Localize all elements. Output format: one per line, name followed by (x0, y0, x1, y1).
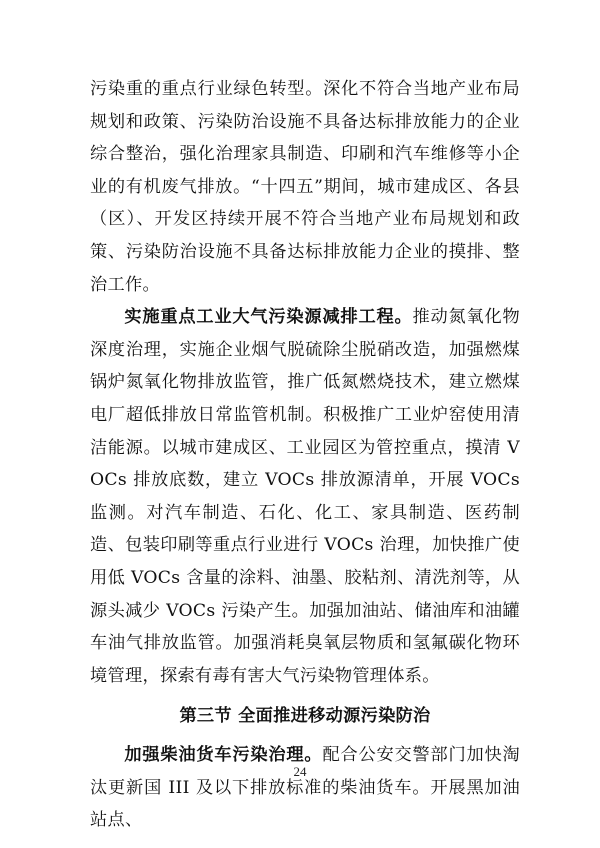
paragraph-lead: 加强柴油货车污染治理。 (124, 745, 323, 766)
page-content (90, 73, 520, 837)
paragraph-continuation (90, 73, 520, 301)
paragraph-diesel-trucks (90, 739, 520, 837)
page-number: 24 (293, 764, 307, 779)
paragraph-text: 污染重的重点行业绿色转型。深化不符合当地产业布局规划和政策、污染防治设施不具备达标排放能力的企业综合整治，强化治理家具制造、印刷和汽车维修等小企业的有机废气排放。“十四五”期间，城市建成区、各县（区）、开发区持续开展不符合当地产业布局规划和政策、污染防治设施不具备达标排放能力企业的摸排、整治工作。 (90, 79, 520, 295)
paragraph-industrial-emissions (90, 301, 520, 692)
paragraph-text: 推动氮氧化物深度治理，实施企业烟气脱硫除尘脱硝改造，加强燃煤锅炉氮氧化物排放监管，推广低氮燃烧技术，建立燃煤电厂超低排放日常监管机制。积极推广工业炉窑使用清洁能源。以城市建成区、工业园区为管控重点，摸清 VOCs 排放底数，建立 VOCs 排放源清单，开展 VOCs 监测。对汽车制造、石化、化工、家具制造、医药制造、包装印刷等重点行业进行 VOCs 治理，加快推广使用低 VOCs 含量的涂料、油墨、胶粘剂、清洗剂等，从源头减少 VOCs 污染产生。加强加油站、储油库和油罐车油气排放监管。加强消耗臭氧层物质和氢氟碳化物环境管理，探索有毒有害大气污染物管理体系。 (90, 307, 520, 686)
paragraph-text: 配合公安交警部门加快淘汰更新国 III 及以下排放标准的柴油货车。开展黑加油站点、 (90, 745, 520, 831)
section-heading: 第三节 全面推进移动源污染防治 (179, 706, 431, 727)
paragraph-lead: 实施重点工业大气污染源减排工程。 (124, 307, 413, 328)
